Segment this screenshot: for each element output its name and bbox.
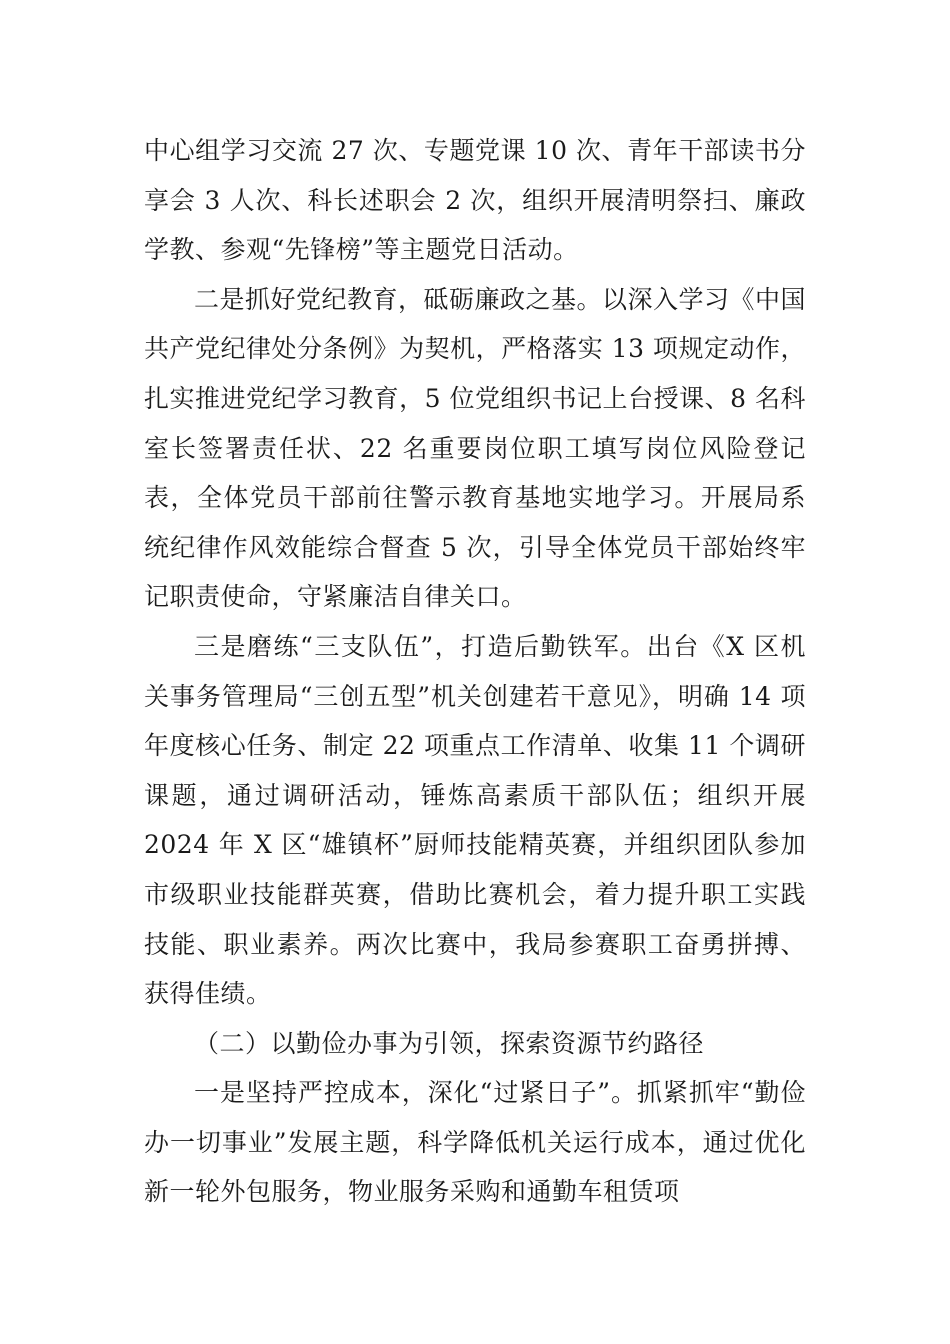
document-body (144, 126, 806, 1217)
paragraph-three-teams: 三是磨练“三支队伍”，打造后勤铁军。出台《X 区机关事务管理局“三创五型”机关创建若干意见》，明确 14 项年度核心任务、制定 22 项重点工作清单、收集 11 个调研课题，通过调研活动，锤炼高素质干部队伍；组织开展 2024 年 X 区“雄镇杯”厨师技能精英赛，并组织团队参加市级职业技能群英赛，借助比赛机会，着力提升职工实践技能、职业素养。两次比赛中，我局参赛职工奋勇拼搏、获得佳绩。 (144, 631, 806, 1009)
section-heading: （二）以勤俭办事为引领，探索资源节约路径 (194, 1028, 705, 1058)
paragraph-continuation: 中心组学习交流 27 次、专题党课 10 次、青年干部读书分享会 3 人次、科长述职会 2 次，组织开展清明祭扫、廉政学教、参观“先锋榜”等主题党日活动。 (144, 136, 806, 265)
paragraph-cost-control: 一是坚持严控成本，深化“过紧日子”。抓紧抓牢“勤俭办一切事业”发展主题，科学降低机关运行成本，通过优化新一轮外包服务，物业服务采购和通勤车租赁项 (144, 1078, 806, 1207)
paragraph-party-discipline: 二是抓好党纪教育，砥砺廉政之基。以深入学习《中国共产党纪律处分条例》为契机，严格落实 13 项规定动作，扎实推进党纪学习教育，5 位党组织书记上台授课、8 名科室长签署责任状、22 名重要岗位职工填写岗位风险登记表，全体党员干部前往警示教育基地实地学习。开展局系统纪律作风效能综合督查 5 次，引导全体党员干部始终牢记职责使命，守紧廉洁自律关口。 (144, 284, 807, 612)
